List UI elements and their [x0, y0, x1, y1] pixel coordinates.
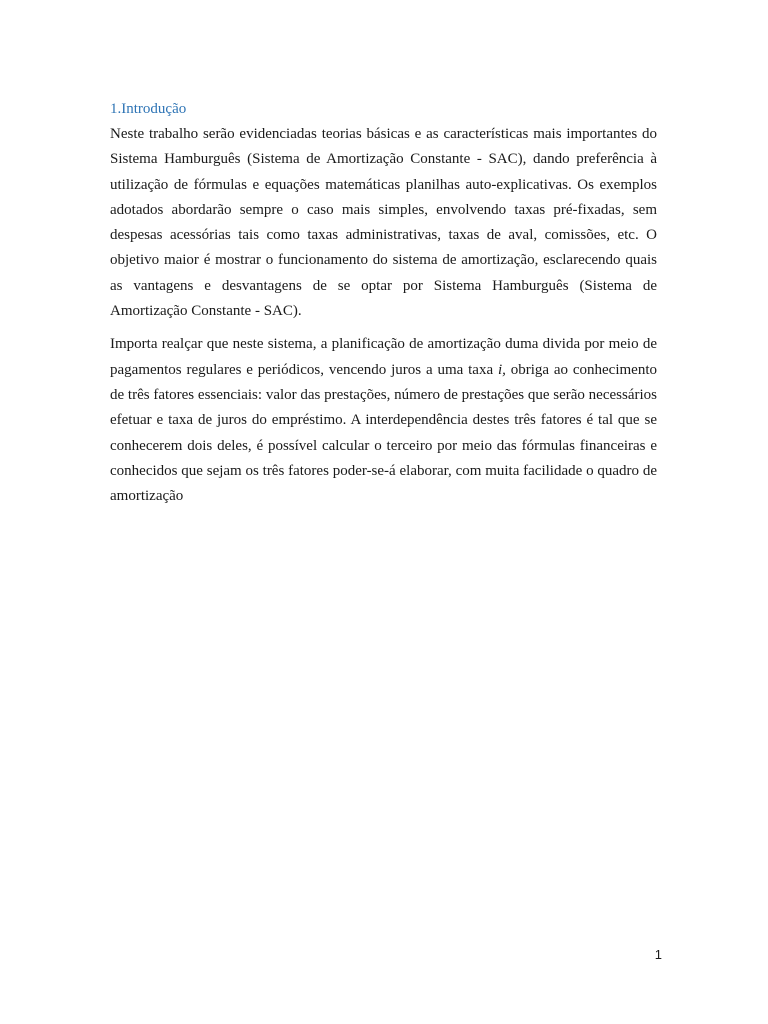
- paragraph-amortization-factors: [110, 332, 657, 509]
- page-number: 1: [654, 947, 662, 962]
- page-content: [110, 98, 657, 509]
- paragraph-text-end: obriga ao conhecimento de três fatores essenciais: valor das prestações, número de prestações que serão necessários efetuar e taxa de juros do empréstimo. A interdependência destes três fatores é tal que se conhecerem dois deles, é possível calcular o terceiro por meio das fórmulas financeiras e conhecidos que sejam os três fatores poder-se-á elaborar, com muita facilidade o quadro de amortização: [110, 361, 657, 505]
- rate-variable: i,: [497, 361, 506, 378]
- paragraph-text-start: Importa realçar que neste sistema, a planificação de amortização duma divida por meio de pagamentos regulares e periódicos, vencendo juros a uma taxa: [110, 336, 657, 378]
- section-heading: 1.Introdução: [110, 101, 187, 117]
- paragraph-introduction: Neste trabalho serão evidenciadas teorias básicas e as características mais importantes do Sistema Hamburguês (Sistema de Amortização Constante - SAC), dando preferência à utilização de fórmulas e equações matemáticas planilhas auto-explicativas. Os exemplos adotados abordarão sempre o caso mais simples, envolvendo taxas pré-fixadas, sem despesas acessórias tais como taxas administrativas, taxas de aval, comissões, etc. O objetivo maior é mostrar o funcionamento do sistema de amortização, esclarecendo quais as vantagens e desvantagens de se optar por Sistema Hamburguês (Sistema de Amortização Constante - SAC).: [110, 126, 657, 320]
